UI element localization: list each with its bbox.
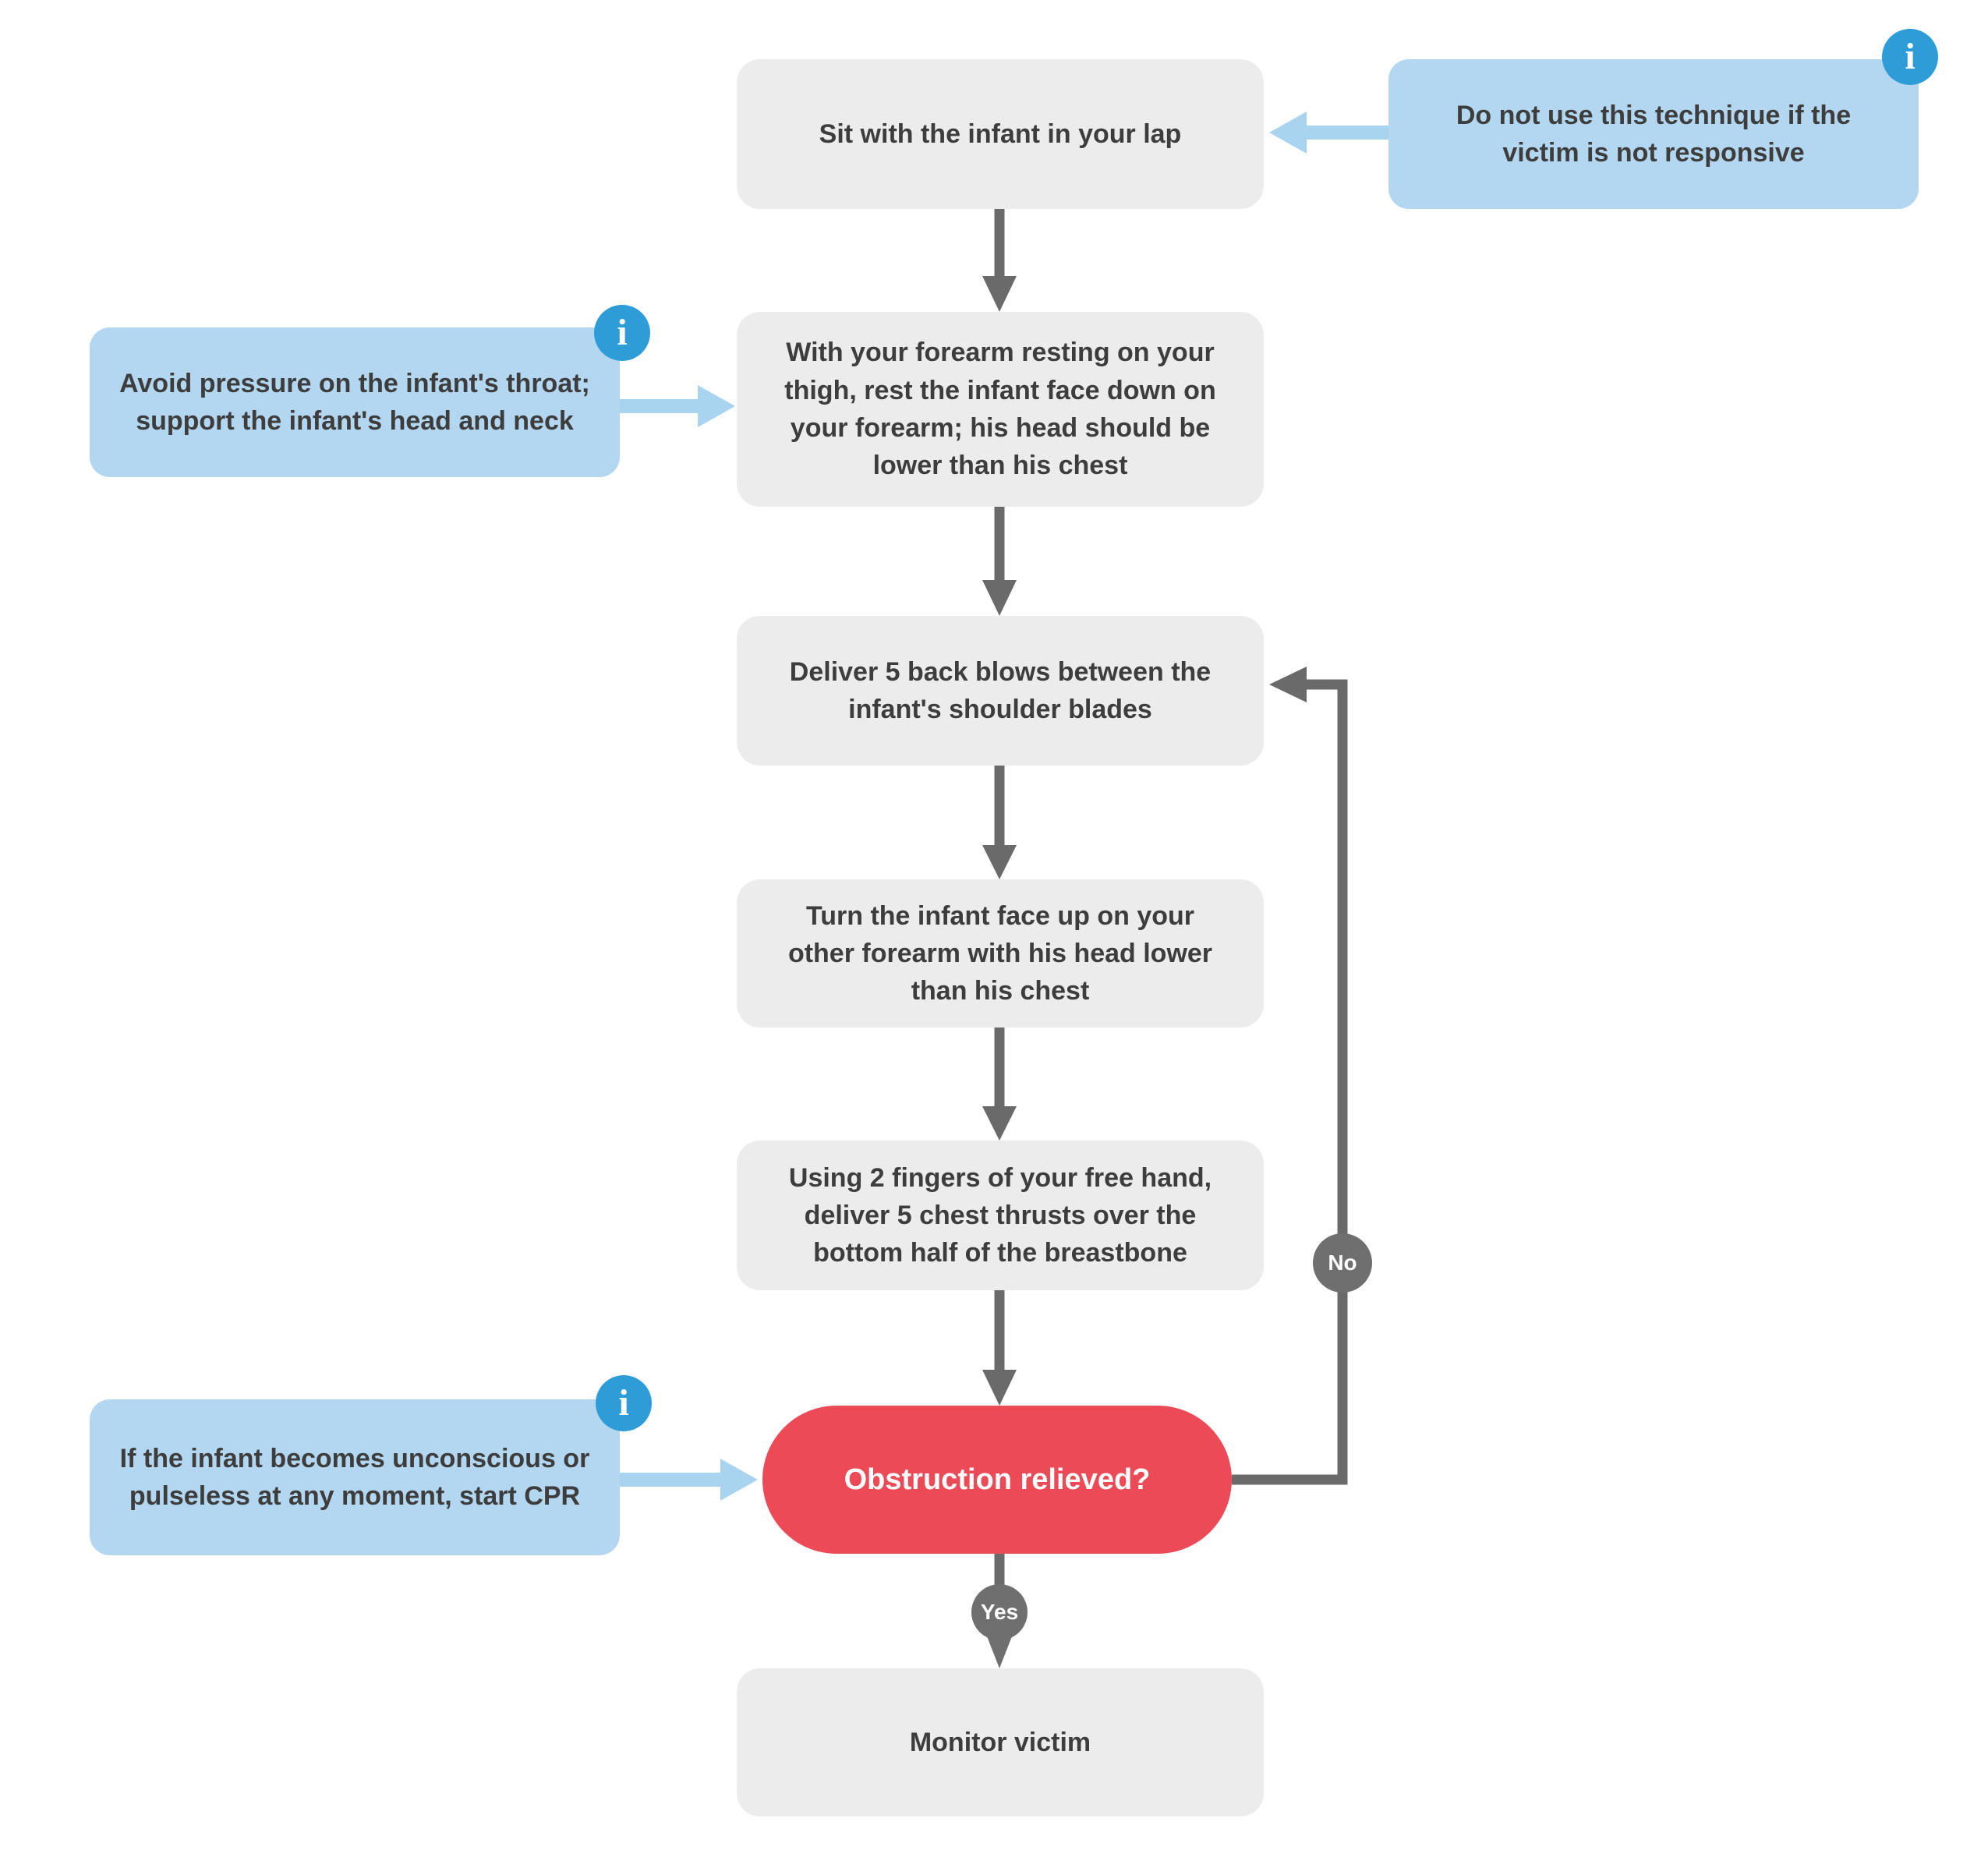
edge-label-yes-tail [985, 1632, 1013, 1668]
edge-label-no-text: No [1328, 1250, 1357, 1275]
no-loop-line [1232, 667, 1342, 1480]
node-back-blows [737, 616, 1264, 766]
info-icon[interactable] [594, 305, 650, 361]
node-rest-face-down [737, 312, 1264, 507]
node-sit-label: Sit with the infant in your lap [819, 118, 1182, 149]
node-turn-face-up-label: Turn the infant face up on your other forearm with his head lower than his chest [787, 900, 1213, 1006]
note-avoid-pressure [90, 312, 628, 477]
node-back-blows-label: Deliver 5 back blows between the infant's shoulder blades [789, 656, 1212, 724]
info-icon-glyph: i [618, 1382, 629, 1424]
node-monitor-label: Monitor victim [909, 1727, 1091, 1757]
arrow-sit-to-forearm [982, 209, 1017, 312]
node-decision-label: Obstruction relieved? [844, 1463, 1151, 1496]
edge-label-no [1313, 1233, 1372, 1293]
note-avoid-pressure-label: Avoid pressure on the infant's throat; support the infant's head and neck [119, 368, 590, 436]
arrow-backblows-to-turn [982, 766, 1017, 879]
node-decision-obstruction-relieved [762, 1406, 1232, 1554]
arrow-turn-to-thrusts [982, 1028, 1017, 1141]
node-chest-thrusts-label: Using 2 fingers of your free hand, deliver 5 chest thrusts over the bottom half of the breastbone [788, 1162, 1212, 1268]
info-icon[interactable] [596, 1375, 652, 1431]
arrow-forearm-to-backblows [982, 507, 1017, 616]
note-arrow-avoid-pressure [618, 385, 735, 427]
note-not-responsive-label: Do not use this technique if the victim is not responsive [1456, 100, 1852, 168]
edge-label-yes-text: Yes [980, 1600, 1019, 1624]
note-start-cpr [90, 1382, 629, 1555]
note-arrow-start-cpr [618, 1459, 758, 1501]
node-turn-face-up [737, 879, 1264, 1028]
node-monitor-victim [737, 1668, 1264, 1816]
info-icon[interactable] [1882, 29, 1938, 85]
node-rest-face-down-label: With your forearm resting on your thigh, rest the infant face down on your forearm; his head should be lower than his chest [784, 338, 1216, 481]
note-arrow-not-responsive [1269, 111, 1388, 154]
note-not-responsive [1388, 36, 1919, 209]
node-sit-with-infant [737, 59, 1264, 209]
node-chest-thrusts [737, 1141, 1264, 1290]
arrow-thrusts-to-decision [982, 1290, 1017, 1406]
note-start-cpr-label: If the infant becomes unconscious or pulseless at any moment, start CPR [119, 1443, 590, 1511]
info-icon-glyph: i [1905, 36, 1915, 77]
info-icon-glyph: i [617, 312, 628, 353]
